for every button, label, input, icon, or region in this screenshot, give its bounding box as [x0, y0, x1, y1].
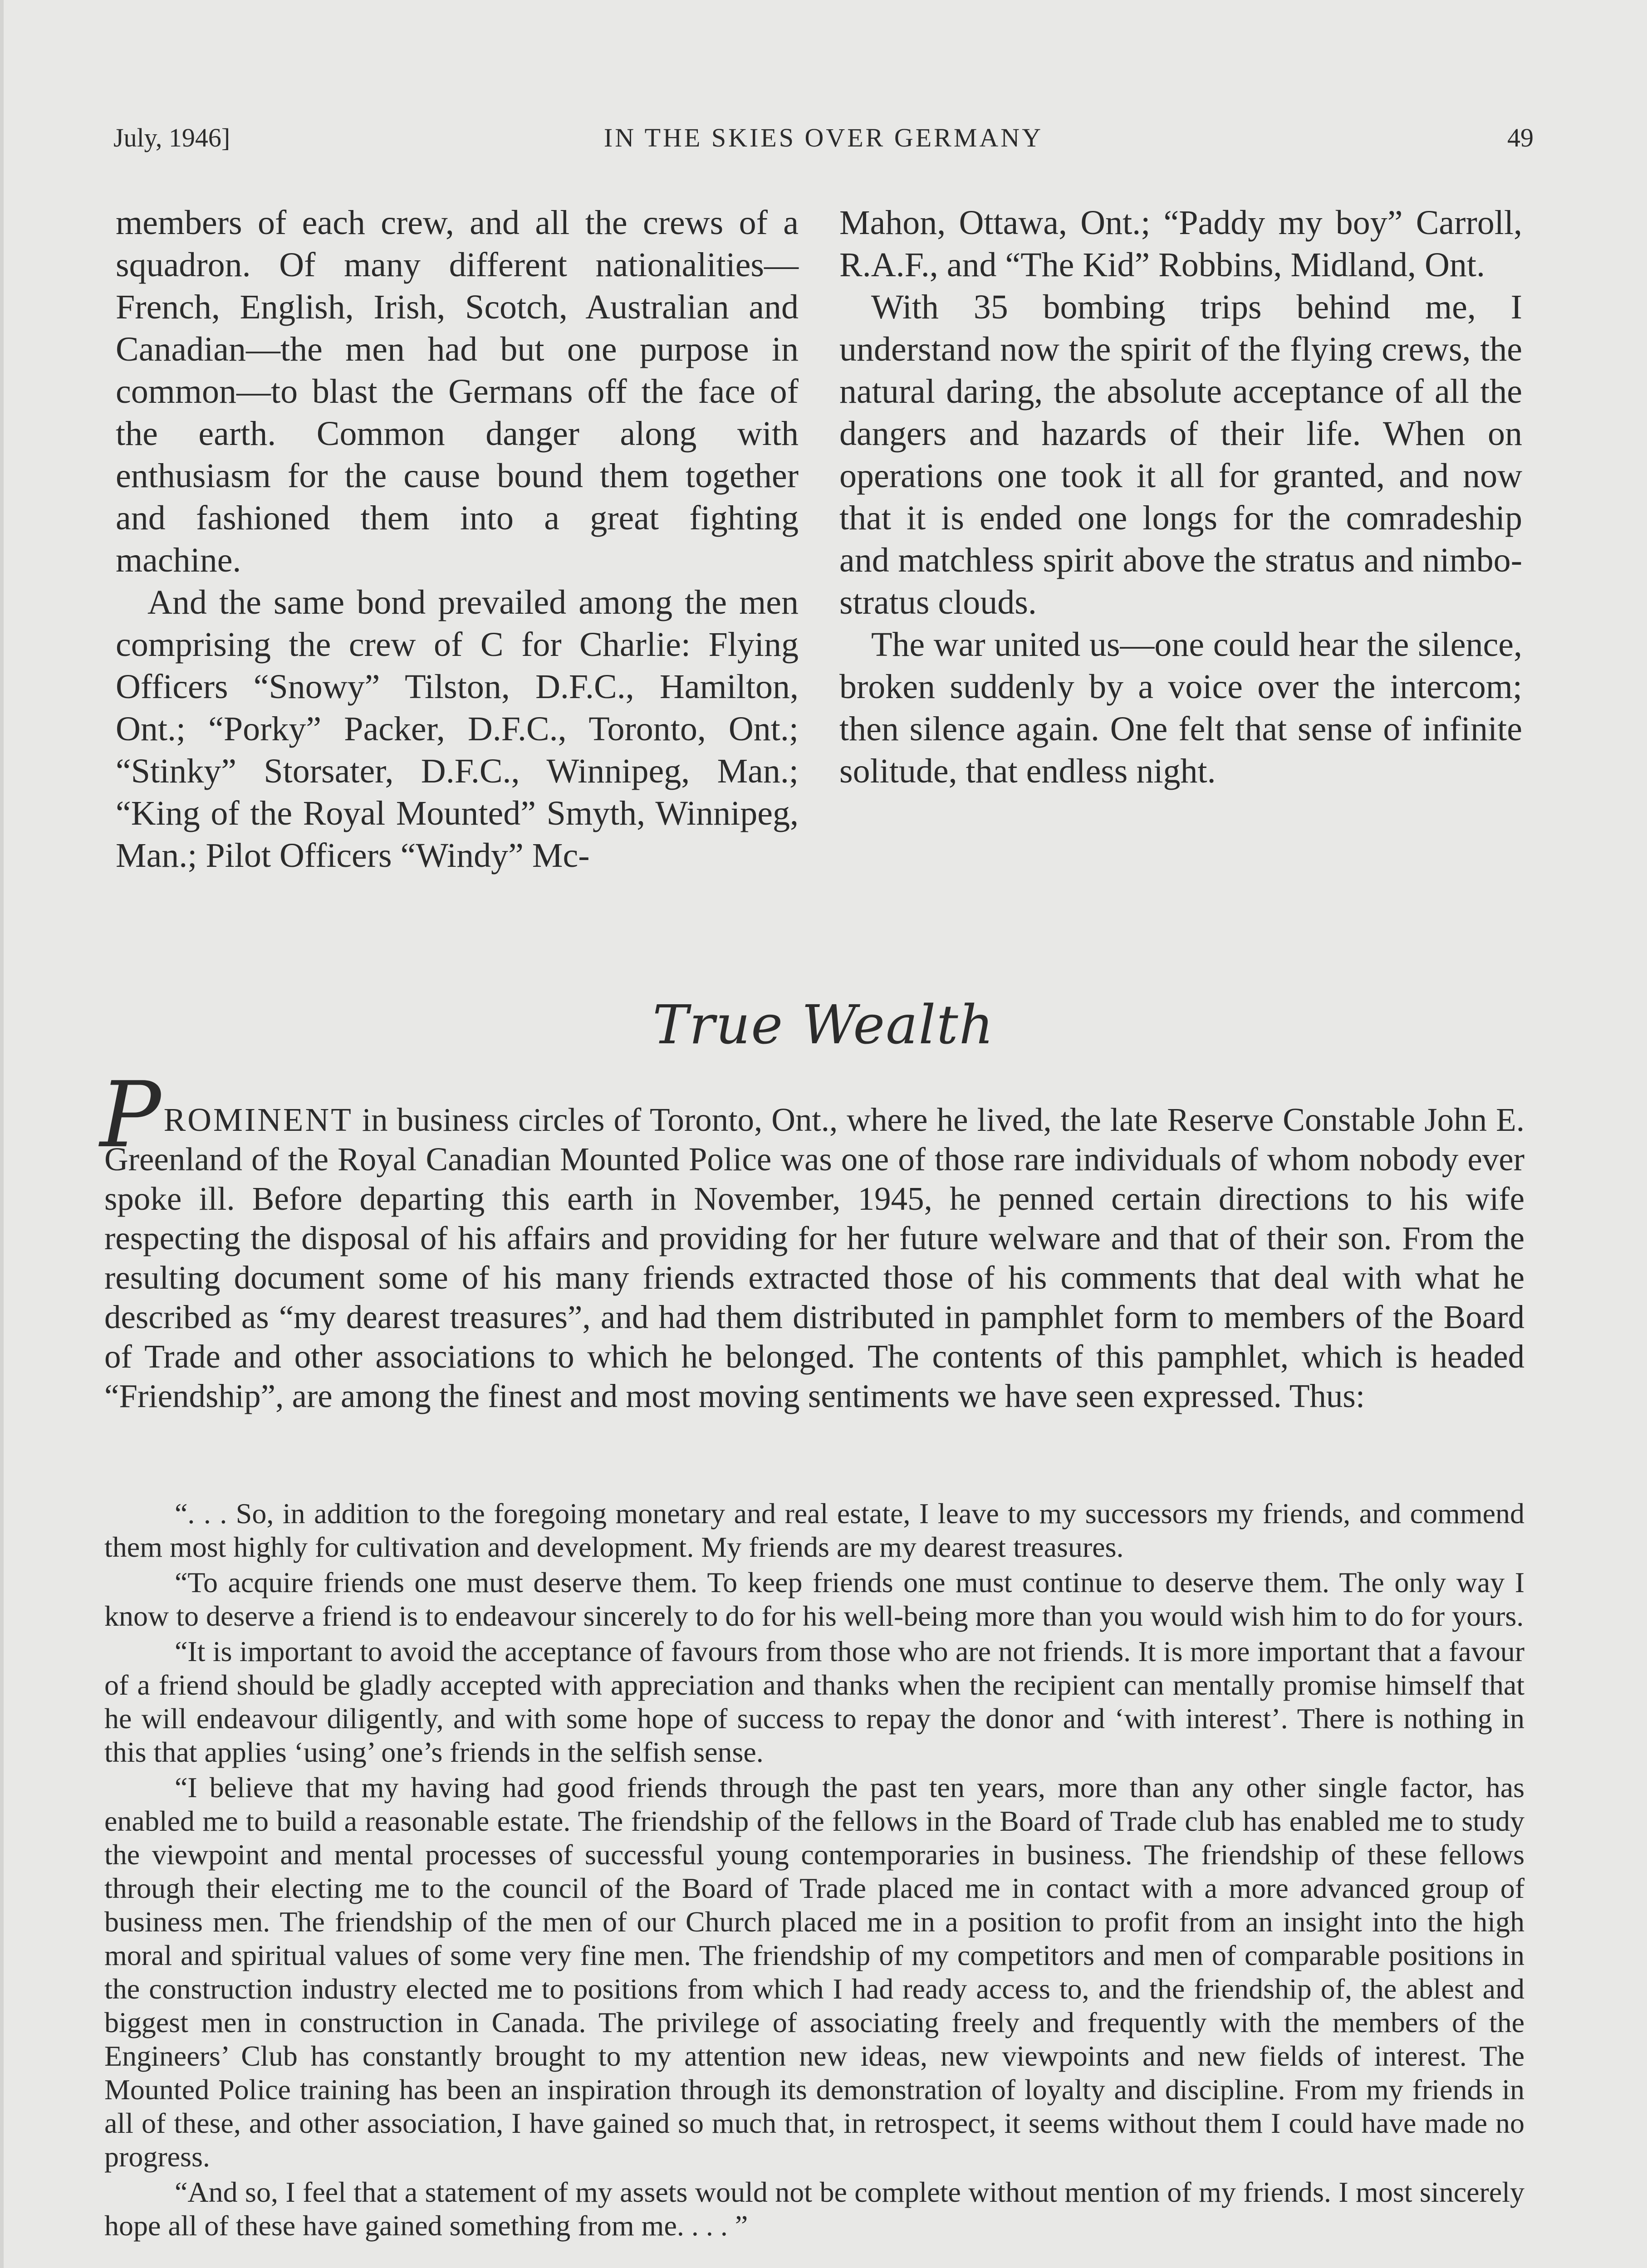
quote-paragraph: “. . . So, in addition to the foregoing monetary and real estate, I leave to my successors my friends, and commend them most highly for cultivation and development. My friends are my dearest treasures.: [104, 1497, 1524, 1563]
page-number: 49: [1507, 123, 1534, 152]
quote-paragraph: “And so, I feel that a statement of my assets would not be complete without mention of my friends. I most sincerely hope all of these have gained something from me. . . . ”: [104, 2176, 1524, 2242]
right-column: [839, 202, 1522, 792]
quote-paragraph: “It is important to avoid the acceptance of favours from those who are not friends. It is more important that a favour of a friend should be gladly accepted with appreciation and thanks when the recipient can mentally promise himself that he will endeavour diligently, and with some hope of success to repay the donor and ‘with interest’. There is nothing in this that applies ‘using’ one’s friends in the selfish sense.: [104, 1635, 1524, 1768]
paragraph: And the same bond prevailed among the men comprising the crew of C for Charlie: Flying Officers “Snowy” Tilston, D.F.C., Hamilton, Ont.; “Porky” Packer, D.F.C., Toronto, Ont.; “Stinky” Storsater, D.F.C., Winnipeg, Man.; “King of the Royal Mounted” Smyth, Winnipeg, Man.; Pilot Officers “Windy” Mc-: [116, 583, 799, 875]
paragraph: members of each crew, and all the crews of a squadron. Of many different nationalities—French, English, Irish, Scotch, Australian and Canadian—the men had but one purpose in common—to blast the Germans off the face of the earth. Common danger along with enthusiasm for the cause bound them together and fashioned them into a great fighting machine.: [116, 204, 799, 579]
header-section-title: IN THE SKIES OVER GERMANY: [603, 123, 1044, 152]
header-date: July, 1946]: [113, 123, 230, 152]
page-edge-shadow: [0, 0, 4, 2268]
quote-paragraph: “To acquire friends one must deserve them. To keep friends one must continue to deserve them. The only way I know to deserve a friend is to endeavour sincerely to do for his well-being more than you would wish him to do for yours.: [104, 1566, 1524, 1632]
article-intro: [100, 1062, 1524, 1416]
paragraph: Mahon, Ottawa, Ont.; “Paddy my boy” Carroll, R.A.F., and “The Kid” Robbins, Midland, Ont.: [839, 204, 1522, 284]
drop-cap: P: [100, 1062, 161, 1168]
running-header: [113, 122, 1534, 159]
quote-paragraph: “I believe that my having had good friends through the past ten years, more than any other single factor, has enabled me to build a reasonable estate. The friendship of the fellows in the Board of Trade club has enabled me to study the viewpoint and mental processes of successful young contemporaries in business. The friendship of these fellows through their electing me to the council of the Board of Trade placed me in contact with a more advanced group of business men. The friendship of the men of our Church placed me in a position to profit from an insight into the high moral and spiritual values of some very fine men. The friendship of my competitors and men of comparable positions in the construction industry elected me to positions from which I had ready access to, and the friendship of, the ablest and biggest men in construction in Canada. The privilege of associating freely and frequently with the members of the Engineers’ Club has constantly brought to my attention new ideas, new viewpoints and new fields of interest. The Mounted Police training has been an inspiration through its demonstration of loyalty and discipline. From my friends in all of these, and other association, I have gained so much that, in retrospect, it seems without them I could have made no progress.: [104, 1771, 1524, 2173]
paragraph: The war united us—one could hear the silence, broken suddenly by a voice over the intercom; then silence again. One felt that sense of infinite solitude, that endless night.: [839, 626, 1522, 790]
left-column: [116, 202, 799, 877]
lead-in-smallcaps: ROMINENT: [163, 1101, 353, 1138]
quoted-excerpt: [104, 1497, 1524, 2244]
article-title: True Wealth: [652, 993, 995, 1056]
intro-text: in business circles of Toronto, Ont., where he lived, the late Reserve Constable John E. Greenland of the Royal Canadian Mounted Police was one of those rare individuals of whom nobody ever spoke ill. Before departing this earth in November, 1945, he penned certain directions to his wife respecting the disposal of his affairs and providing for her future welware and that of their son. From the resulting document some of his many friends extracted those of his comments that deal with what he described as “my dearest treasures”, and had them distributed in pamphlet form to members of the Board of Trade and other associations to which he belonged. The contents of this pamphlet, which is headed “Friendship”, are among the finest and most moving sentiments we have seen expressed. Thus:: [104, 1101, 1524, 1414]
intro-paragraph: [100, 1062, 1524, 1416]
paragraph: With 35 bombing trips behind me, I understand now the spirit of the flying crews, the natural daring, the absolute acceptance of all the dangers and hazards of their life. When on operations one took it all for granted, and now that it is ended one longs for the comradeship and matchless spirit above the stratus and nimbostratus clouds.: [839, 288, 1522, 621]
